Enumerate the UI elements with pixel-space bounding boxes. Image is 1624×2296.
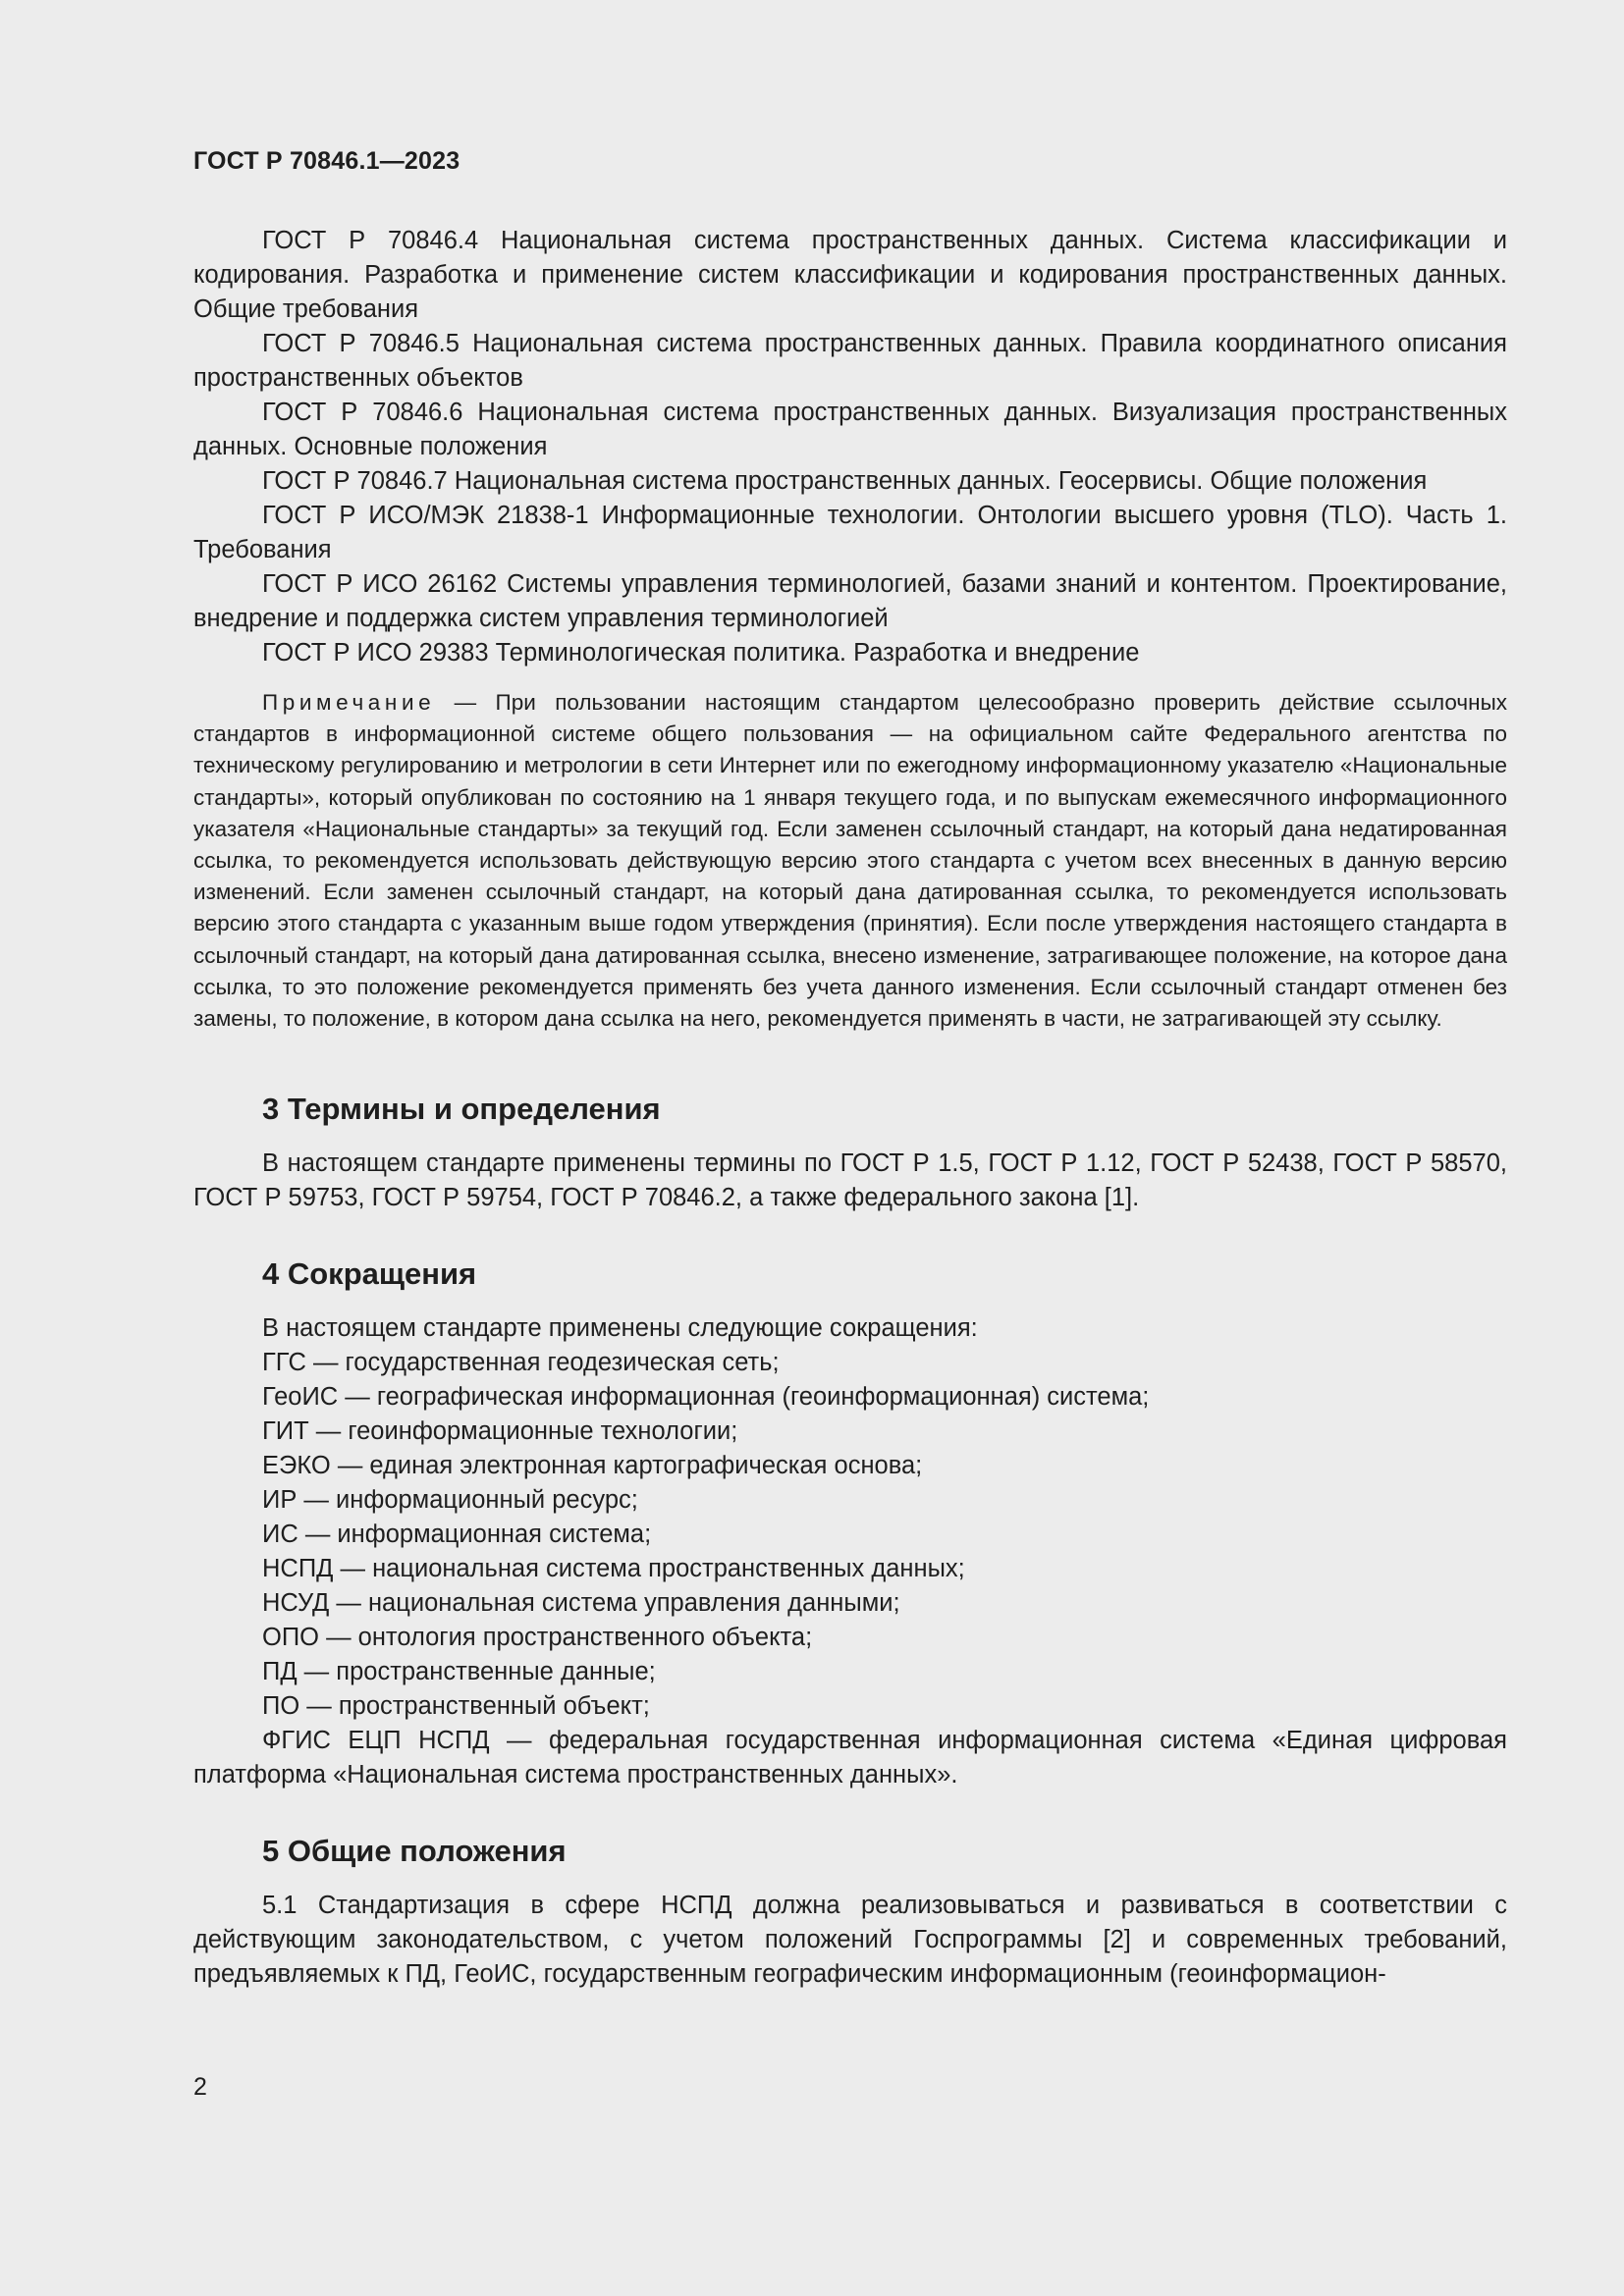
section-3-title: 3 Термины и определения [262, 1092, 661, 1127]
abbreviation-item: ПД — пространственные данные; [262, 1658, 656, 1686]
abbreviation-item: НСПД — национальная система пространственных данных; [262, 1555, 965, 1583]
section-5-text: 5.1 Стандартизация в сфере НСПД должна реализовываться и развиваться в соответствии с действующим законодательством, с учетом положений Госпрограммы [2] и современных требований, предъявляемых к ПД, ГеоИС, государственным географическим информационным (геоинформацион- [193, 1892, 1507, 1989]
abbreviation-item: ГИТ — геоинформационные технологии; [262, 1417, 738, 1446]
references-list [193, 224, 1507, 670]
reference-item: ГОСТ Р ИСО/МЭК 21838-1 Информационные технологии. Онтологии высшего уровня (TLO). Часть 1. Требования [193, 502, 1507, 563]
document-code-header: ГОСТ Р 70846.1—2023 [193, 147, 460, 175]
abbreviation-item: ОПО — онтология пространственного объекта; [262, 1624, 813, 1652]
reference-item: ГОСТ Р ИСО 29383 Терминологическая политика. Разработка и внедрение [262, 639, 1140, 667]
note-text: — При пользовании настоящим стандартом целесообразно проверить действие ссылочных стандартов в информационной системе общего пользования — на официальном сайте Федерального агентства по техническому регулированию и метрологии в сети Интернет или по ежегодному информационному указателю «Национальные стандарты», который опубликован по состоянию на 1 января текущего года, и по выпускам ежемесячного информационного указателя «Национальные стандарты» за текущий год. Если заменен ссылочный стандарт, на который дана недатированная ссылка, то рекомендуется использовать действующую версию этого стандарта с учетом всех внесенных в данную версию изменений. Если заменен ссылочный стандарт, на который дана датированная ссылка, то рекомендуется использовать версию этого стандарта с указанным выше годом утверждения (принятия). Если после утверждения настоящего стандарта в ссылочный стандарт, на который дана датированная ссылка, внесено изменение, затрагивающее положение, на которое дана ссылка, то это положение рекомендуется применять без учета данного изменения. Если ссылочный стандарт отменен без замены, то положение, в котором дана ссылка на него, рекомендуется применять в части, не затрагивающей эту ссылку. [193, 690, 1507, 1032]
section-4-title: 4 Сокращения [262, 1256, 477, 1292]
reference-item: ГОСТ Р ИСО 26162 Системы управления терминологией, базами знаний и контентом. Проектирование, внедрение и поддержка систем управления терминологией [193, 570, 1507, 632]
abbreviations-intro: В настоящем стандарте применены следующие сокращения: [262, 1314, 978, 1343]
section-3-text: В настоящем стандарте применены термины по ГОСТ Р 1.5, ГОСТ Р 1.12, ГОСТ Р 52438, ГОСТ Р 58570, ГОСТ Р 59753, ГОСТ Р 59754, ГОСТ Р 70846.2, а также федерального закона [1]. [193, 1149, 1507, 1212]
abbreviation-item: ФГИС ЕЦП НСПД — федеральная государственная информационная система «Единая цифровая платформа «Национальная система пространственных данных». [193, 1727, 1507, 1789]
abbreviations-list [193, 1311, 1507, 1792]
reference-item: ГОСТ Р 70846.4 Национальная система пространственных данных. Система классификации и кодирования. Разработка и применение систем классификации и кодирования пространственных данных. Общие требования [193, 227, 1507, 323]
note-label: Примечание [262, 690, 436, 715]
abbreviation-item: ЕЭКО — единая электронная картографическая основа; [262, 1452, 923, 1480]
page-number: 2 [193, 2073, 207, 2101]
abbreviation-item: ГеоИС — географическая информационная (геоинформационная) система; [262, 1383, 1150, 1412]
reference-item: ГОСТ Р 70846.7 Национальная система пространственных данных. Геосервисы. Общие положения [262, 467, 1428, 495]
reference-item: ГОСТ Р 70846.5 Национальная система пространственных данных. Правила координатного описания пространственных объектов [193, 330, 1507, 392]
abbreviation-item: НСУД — национальная система управления данными; [262, 1589, 900, 1618]
abbreviation-item: ПО — пространственный объект; [262, 1692, 650, 1721]
references-note [193, 687, 1507, 1035]
section-5-title: 5 Общие положения [262, 1834, 567, 1869]
abbreviation-item: ИС — информационная система; [262, 1521, 652, 1549]
abbreviation-item: ИР — информационный ресурс; [262, 1486, 638, 1515]
abbreviation-item: ГГС — государственная геодезическая сеть; [262, 1349, 780, 1377]
page-content [193, 224, 1507, 1992]
reference-item: ГОСТ Р 70846.6 Национальная система пространственных данных. Визуализация пространственных данных. Основные положения [193, 399, 1507, 460]
